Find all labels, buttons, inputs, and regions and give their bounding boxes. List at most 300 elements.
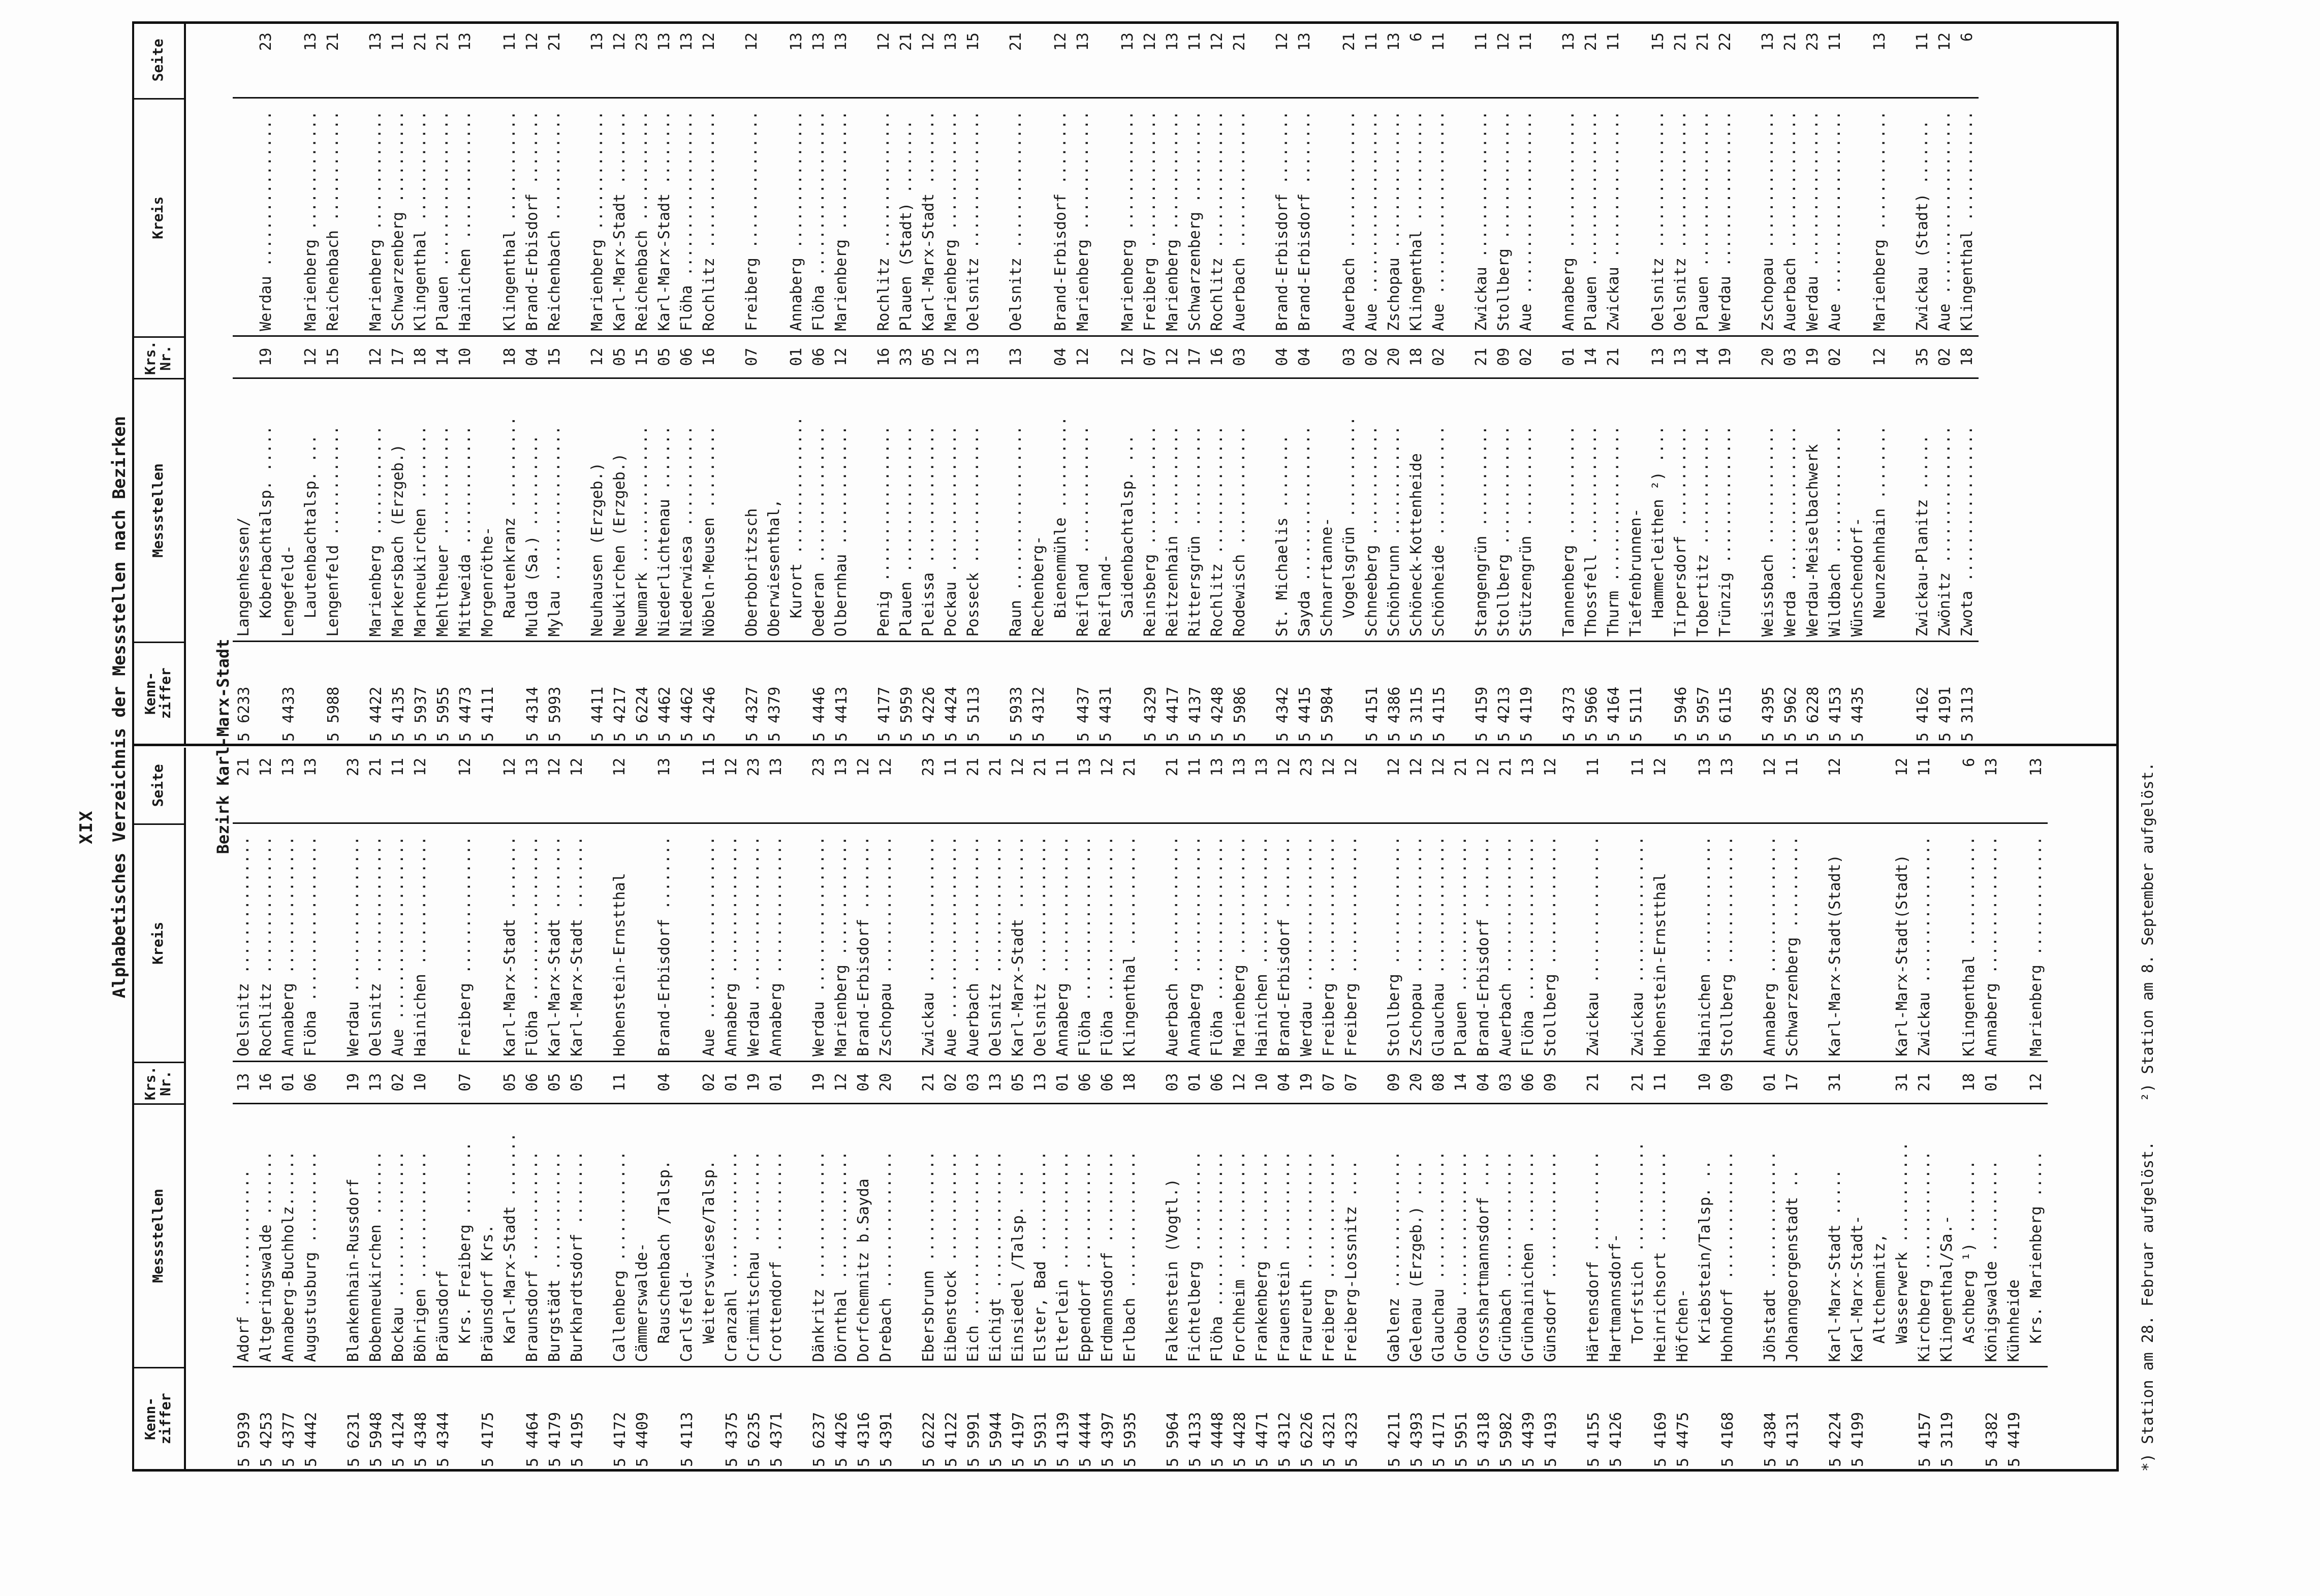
- table-row: [873, 22, 895, 744]
- cell-kennziffer: 5 4137: [1186, 686, 1204, 742]
- cell-krs-nr: 09: [1493, 337, 1515, 379]
- cell-seite: [1362, 748, 1384, 824]
- cell-kreis: Annaberg ...............: [720, 824, 743, 1062]
- cell-kreis: [1537, 99, 1559, 337]
- cell-messstelle: Bockau ................: [387, 1104, 410, 1368]
- table-row: [1538, 22, 1558, 744]
- cell-krs-nr: 19: [1802, 337, 1824, 379]
- cell-krs-nr: [233, 337, 255, 379]
- page-number: XIX: [76, 810, 97, 844]
- cell-kennziffer: 5 4191: [1936, 686, 1954, 742]
- cell-messstelle: Neumark ...............: [631, 379, 653, 643]
- table-row: [233, 22, 255, 744]
- cell-kreis: Flöha ..................: [300, 824, 322, 1062]
- cell-kennziffer: 5 4415: [1296, 686, 1314, 742]
- cell-seite: 13: [830, 22, 853, 99]
- cell-messstelle: [321, 1104, 343, 1368]
- cell-seite: 13: [300, 22, 322, 99]
- cell-krs-nr: 06: [808, 337, 830, 379]
- table-row: [255, 22, 277, 744]
- cell-krs-nr: 03: [1495, 1062, 1517, 1104]
- cell-seite: 11: [940, 748, 962, 824]
- cell-seite: 21: [1779, 22, 1802, 99]
- cell-seite: [1537, 22, 1559, 99]
- cell-messstelle: Annaberg-Buchholz......: [277, 1104, 300, 1368]
- cell-kreis: Zwickau ................: [1470, 99, 1493, 337]
- cell-krs-nr: 03: [1338, 337, 1361, 379]
- cell-seite: 12: [741, 22, 763, 99]
- cell-messstelle: Reitzenhain ...........: [1162, 379, 1184, 643]
- cell-seite: 11: [1824, 22, 1846, 99]
- cell-kreis: Rochlitz ...............: [255, 824, 277, 1062]
- cell-messstelle: Eppendorf .............: [1074, 1104, 1096, 1368]
- table-row: [1562, 748, 1582, 1469]
- cell-messstelle: Elterlein .............: [1052, 1104, 1074, 1368]
- cell-krs-nr: 21: [1470, 337, 1493, 379]
- table-row: [1162, 748, 1184, 1469]
- cell-krs-nr: 06: [521, 1062, 544, 1104]
- cell-seite: 13: [1162, 22, 1184, 99]
- cell-seite: 13: [830, 748, 853, 824]
- cell-seite: 15: [962, 22, 985, 99]
- cell-messstelle: Heinrichsort ..........: [1649, 1104, 1672, 1368]
- cell-kreis: Werdau .................: [1296, 824, 1318, 1062]
- table-row: [1094, 22, 1117, 744]
- cell-seite: 21: [1450, 748, 1472, 824]
- table-row: [1714, 22, 1737, 744]
- cell-kreis: Karl-Marx-Stadt ........: [653, 99, 676, 337]
- table-row: [897, 748, 918, 1469]
- table-row: [631, 748, 653, 1469]
- cell-messstelle: [896, 1104, 919, 1368]
- cell-kreis: Flöha ..................: [521, 824, 544, 1062]
- cell-messstelle: Burkhardtsdorf ........: [566, 1104, 588, 1368]
- cell-krs-nr: [631, 1062, 653, 1104]
- cell-kreis: Flöha ..................: [1206, 824, 1229, 1062]
- cell-messstelle: Aschberg ¹) ........: [1958, 1104, 1981, 1368]
- table-row: [322, 748, 342, 1469]
- cell-kennziffer: 5 4371: [767, 1412, 786, 1467]
- cell-kennziffer: 5 5986: [1231, 686, 1249, 742]
- cell-messstelle: Augustusburg ..........: [300, 1104, 322, 1368]
- cell-krs-nr: 02: [1428, 337, 1450, 379]
- cell-kreis: Auerbach ...............: [1162, 824, 1184, 1062]
- cell-seite: [1449, 22, 1471, 99]
- cell-messstelle: [1362, 1104, 1384, 1368]
- table-row: [1206, 748, 1229, 1469]
- table-row: [454, 22, 477, 744]
- cell-krs-nr: 15: [631, 337, 653, 379]
- cell-seite: 12: [499, 748, 521, 824]
- cell-kennziffer: 5 4428: [1231, 1412, 1249, 1467]
- cell-krs-nr: 19: [743, 1062, 765, 1104]
- cell-krs-nr: [1736, 337, 1758, 379]
- cell-kennziffer: 5 5988: [324, 686, 342, 742]
- cell-messstelle: Tirpersdorf ...........: [1670, 379, 1692, 643]
- cell-krs-nr: 17: [1184, 337, 1206, 379]
- cell-messstelle: [1250, 379, 1272, 643]
- cell-kreis: Karl-Marx-Stadt ........: [1007, 824, 1029, 1062]
- cell-messstelle: Karl-Marx-Stadt .......: [499, 1104, 521, 1368]
- cell-kreis: Schwarzenberg ..........: [387, 99, 410, 337]
- cell-seite: 13: [2025, 748, 2048, 824]
- cell-krs-nr: [1362, 1062, 1384, 1104]
- table-row: [1824, 748, 1846, 1469]
- cell-kennziffer: 5 4417: [1164, 686, 1182, 742]
- table-row: [1405, 22, 1428, 744]
- cell-seite: 13: [1694, 748, 1716, 824]
- table-left-half: [132, 748, 2048, 1469]
- cell-messstelle: Rittersgrün ...........: [1184, 379, 1206, 643]
- cell-messstelle: Koberbachtalsp. .....: [255, 379, 277, 643]
- cell-seite: 12: [1649, 748, 1672, 824]
- cell-messstelle: Markersbach (Erzgeb.): [387, 379, 410, 643]
- cell-kennziffer: 5 4327: [743, 686, 761, 742]
- cell-krs-nr: [1803, 1062, 1825, 1104]
- table-row: [985, 22, 1005, 744]
- table-row: [1450, 22, 1470, 744]
- cell-messstelle: Dörnthal ..............: [830, 1104, 853, 1368]
- cell-kreis: Flöha ..................: [1096, 824, 1119, 1062]
- cell-kreis: [477, 99, 499, 337]
- table-row: [1716, 748, 1739, 1469]
- cell-kennziffer: 5 4211: [1385, 1412, 1403, 1467]
- cell-seite: [277, 22, 300, 99]
- cell-krs-nr: 04: [653, 1062, 676, 1104]
- cell-messstelle: Rochlitz ..............: [1206, 379, 1229, 643]
- cell-krs-nr: 13: [365, 1062, 387, 1104]
- cell-krs-nr: 12: [586, 337, 609, 379]
- cell-seite: 11: [698, 748, 720, 824]
- cell-krs-nr: 12: [1869, 337, 1891, 379]
- footnote-1: *) Station am 28. Februar aufgelöst.: [2139, 1141, 2157, 1472]
- cell-seite: 13: [765, 748, 788, 824]
- cell-seite: 21: [1338, 22, 1361, 99]
- cell-krs-nr: 06: [676, 337, 698, 379]
- cell-krs-nr: 09: [1540, 1062, 1562, 1104]
- cell-messstelle: Kriebstein/Talsp. ..: [1694, 1104, 1716, 1368]
- cell-kreis: Marienberg .............: [2025, 824, 2048, 1062]
- cell-kreis: Karl-Marx-Stadt ........: [918, 99, 940, 337]
- cell-messstelle: [1736, 379, 1758, 643]
- cell-kennziffer: 5 4437: [1074, 686, 1092, 742]
- cell-messstelle: Reinsberg .............: [1139, 379, 1162, 643]
- table-row: [365, 22, 387, 744]
- table-row: [1694, 748, 1716, 1469]
- cell-kennziffer: 5 4473: [456, 686, 475, 742]
- cell-messstelle: [565, 379, 587, 643]
- cell-messstelle: Bräunsdorf: [432, 1104, 454, 1368]
- table-row: [765, 748, 788, 1469]
- cell-krs-nr: 16: [1206, 337, 1229, 379]
- cell-krs-nr: 10: [410, 1062, 432, 1104]
- cell-seite: [1140, 748, 1163, 824]
- cell-seite: 21: [1229, 22, 1251, 99]
- cell-kreis: [1869, 824, 1891, 1062]
- cell-krs-nr: 12: [1162, 337, 1184, 379]
- cell-seite: [852, 22, 874, 99]
- cell-messstelle: Penig .................: [873, 379, 895, 643]
- cell-kreis: Klingenthal ............: [1119, 824, 1141, 1062]
- cell-krs-nr: 16: [255, 1062, 277, 1104]
- header-messstellen: Messstellen: [132, 1103, 184, 1367]
- cell-krs-nr: 13: [1670, 337, 1692, 379]
- cell-kreis: Brand-Erbisdorf ........: [1472, 824, 1495, 1062]
- cell-krs-nr: [1316, 337, 1338, 379]
- cell-messstelle: [984, 379, 1006, 643]
- cell-seite: 11: [1781, 748, 1804, 824]
- cell-messstelle: Freiberg-Lossnitz ....: [1340, 1104, 1363, 1368]
- cell-messstelle: Reifland-: [1094, 379, 1117, 643]
- table-row: [1582, 748, 1605, 1469]
- cell-kreis: [2003, 824, 2025, 1062]
- cell-kreis: Freiberg ...............: [741, 99, 763, 337]
- cell-messstelle: Jöhstadt ..............: [1759, 1104, 1781, 1368]
- cell-seite: 11: [1052, 748, 1074, 824]
- cell-seite: 12: [1318, 748, 1340, 824]
- cell-messstelle: Wildbach ..............: [1824, 379, 1846, 643]
- cell-krs-nr: [477, 337, 499, 379]
- cell-seite: 13: [300, 748, 322, 824]
- cell-kennziffer: 5 4113: [678, 1412, 696, 1467]
- cell-krs-nr: [763, 337, 786, 379]
- cell-seite: 21: [895, 22, 918, 99]
- table-row: [588, 748, 609, 1469]
- cell-krs-nr: 02: [387, 1062, 410, 1104]
- cell-krs-nr: 14: [1692, 337, 1714, 379]
- cell-messstelle: Schönbrunn ............: [1383, 379, 1405, 643]
- cell-krs-nr: 10: [1251, 1062, 1273, 1104]
- cell-krs-nr: 01: [1052, 1062, 1074, 1104]
- cell-messstelle: Dorfchemnitz b.Sayda: [853, 1104, 875, 1368]
- cell-seite: [896, 748, 919, 824]
- cell-krs-nr: 15: [544, 337, 566, 379]
- cell-krs-nr: 16: [698, 337, 720, 379]
- cell-seite: 11: [1428, 22, 1450, 99]
- cell-messstelle: Morgenröthe-: [477, 379, 499, 643]
- table-row: [1625, 22, 1647, 744]
- cell-seite: [233, 22, 255, 99]
- table-row: [808, 748, 830, 1469]
- cell-krs-nr: 07: [454, 1062, 477, 1104]
- cell-kennziffer: 5 4111: [479, 686, 497, 742]
- cell-krs-nr: 03: [962, 1062, 985, 1104]
- table-row: [1363, 748, 1383, 1469]
- table-row: [940, 22, 962, 744]
- cell-krs-nr: 13: [1005, 337, 1027, 379]
- table-row: [1251, 748, 1273, 1469]
- cell-messstelle: Böhrigen ..............: [410, 1104, 432, 1368]
- cell-kreis: Marienberg .............: [1072, 99, 1094, 337]
- cell-kreis: Aue ....................: [1428, 99, 1450, 337]
- cell-krs-nr: 17: [387, 337, 410, 379]
- cell-kennziffer: 5 5931: [1031, 1412, 1050, 1467]
- table-row: [1914, 748, 1936, 1469]
- cell-kreis: [1738, 824, 1760, 1062]
- cell-kreis: Auerbach ...............: [1338, 99, 1361, 337]
- cell-krs-nr: 31: [1824, 1062, 1846, 1104]
- cell-kennziffer: 5 4213: [1495, 686, 1513, 742]
- cell-seite: 13: [1981, 748, 2003, 824]
- table-row: [1229, 22, 1251, 744]
- table-row: [1405, 748, 1428, 1469]
- table-row: [1007, 748, 1029, 1469]
- cell-messstelle: Blankenhain-Russdorf: [342, 1104, 365, 1368]
- table-row: [808, 22, 830, 744]
- cell-krs-nr: 18: [1405, 337, 1428, 379]
- cell-seite: [1936, 748, 1958, 824]
- cell-kreis: Auerbach ...............: [1229, 99, 1251, 337]
- cell-krs-nr: 12: [1117, 337, 1139, 379]
- cell-messstelle: Frauenstein ...........: [1273, 1104, 1296, 1368]
- table-row: [720, 22, 741, 744]
- cell-kreis: Karl-Marx-Stadt ........: [566, 824, 588, 1062]
- cell-seite: [565, 22, 587, 99]
- cell-seite: [1027, 22, 1050, 99]
- cell-kennziffer: 5 6233: [235, 686, 253, 742]
- table-row: [544, 748, 566, 1469]
- cell-kennziffer: 5 6231: [344, 1412, 363, 1467]
- cell-messstelle: Hammerleithen ²) ....: [1647, 379, 1670, 643]
- cell-seite: 23: [808, 748, 830, 824]
- cell-kreis: Werdau .................: [1714, 99, 1737, 337]
- cell-kreis: Annaberg ...............: [1759, 824, 1781, 1062]
- cell-messstelle: Oberbobritzsch: [741, 379, 763, 643]
- cell-seite: 12: [1273, 748, 1296, 824]
- table-row: [1117, 22, 1139, 744]
- cell-messstelle: Rautenkranz ..........: [499, 379, 521, 643]
- cell-kreis: Hohenstein-Ernstthal: [609, 824, 631, 1062]
- cell-messstelle: Pockau ................: [940, 379, 962, 643]
- cell-kreis: Hainichen ..............: [1694, 824, 1716, 1062]
- cell-seite: 13: [1517, 748, 1540, 824]
- table-row: [477, 748, 499, 1469]
- table-row: [1072, 22, 1094, 744]
- cell-seite: [1561, 748, 1583, 824]
- table-row: [1605, 748, 1627, 1469]
- table-row: [300, 22, 322, 744]
- cell-messstelle: Rechenberg-: [1027, 379, 1050, 643]
- cell-seite: [984, 22, 1006, 99]
- cell-messstelle: Zwönitz ...............: [1934, 379, 1956, 643]
- cell-seite: 6: [1956, 22, 1979, 99]
- table-row: [1318, 748, 1340, 1469]
- cell-kreis: Klingenthal ............: [410, 99, 432, 337]
- cell-seite: 6: [1958, 748, 1981, 824]
- cell-kennziffer: 5 4464: [523, 1412, 542, 1467]
- cell-kennziffer: 5 4422: [367, 686, 385, 742]
- cell-messstelle: Burgstädt .............: [544, 1104, 566, 1368]
- cell-krs-nr: 12: [940, 337, 962, 379]
- table-row: [2003, 748, 2025, 1469]
- cell-messstelle: Adorf ...............: [233, 1104, 255, 1368]
- cell-kennziffer: 5 4115: [1430, 686, 1448, 742]
- cell-kennziffer: 5 4124: [389, 1412, 407, 1467]
- cell-messstelle: Saidenbachtalsp. ...: [1117, 379, 1139, 643]
- cell-kreis: [1625, 99, 1647, 337]
- cell-messstelle: Neukirchen (Erzgeb.): [609, 379, 631, 643]
- cell-seite: [2003, 748, 2025, 824]
- cell-krs-nr: 01: [1981, 1062, 2003, 1104]
- cell-messstelle: Elster, Bad ...........: [1029, 1104, 1052, 1368]
- cell-krs-nr: 02: [1824, 337, 1846, 379]
- cell-krs-nr: 17: [1781, 1062, 1804, 1104]
- cell-messstelle: Klingenthal/Sa.-: [1936, 1104, 1958, 1368]
- cell-kreis: Werdau .................: [743, 824, 765, 1062]
- header-krs-nr: Krs. Nr.: [132, 336, 184, 378]
- cell-seite: 21: [1670, 22, 1692, 99]
- cell-messstelle: Altchemnitz,: [1869, 1104, 1891, 1368]
- cell-krs-nr: [1936, 1062, 1958, 1104]
- cell-krs-nr: 10: [454, 337, 477, 379]
- cell-krs-nr: 06: [1074, 1062, 1096, 1104]
- cell-messstelle: Sayda .................: [1294, 379, 1316, 643]
- cell-krs-nr: 06: [1096, 1062, 1119, 1104]
- cell-krs-nr: 05: [1007, 1062, 1029, 1104]
- cell-kreis: Hohenstein-Ernstthal: [1649, 824, 1672, 1062]
- cell-kreis: [1094, 99, 1117, 337]
- table-row: [698, 22, 720, 744]
- cell-kreis: Marienberg .............: [1162, 99, 1184, 337]
- table-row: [1470, 22, 1493, 744]
- cell-krs-nr: [2003, 1062, 2025, 1104]
- cell-messstelle: Thurm .................: [1603, 379, 1625, 643]
- cell-kreis: Brand-Erbisdorf ........: [653, 824, 676, 1062]
- cell-seite: 23: [918, 748, 940, 824]
- cell-messstelle: Neuhausen (Erzgeb.): [586, 379, 609, 643]
- cell-kreis: Oelsnitz ...............: [1005, 99, 1027, 337]
- cell-seite: 23: [1296, 748, 1318, 824]
- cell-seite: 11: [1582, 748, 1605, 824]
- cell-kreis: Marienberg .............: [830, 824, 853, 1062]
- cell-messstelle: Eibenstock ............: [940, 1104, 962, 1368]
- cell-seite: 12: [918, 22, 940, 99]
- cell-seite: 21: [322, 22, 344, 99]
- cell-kreis: [343, 99, 366, 337]
- cell-krs-nr: 05: [609, 337, 631, 379]
- cell-seite: [1672, 748, 1694, 824]
- table-row: [1493, 22, 1515, 744]
- table-row: [895, 22, 918, 744]
- cell-kreis: Brand-Erbisdorf ........: [1273, 824, 1296, 1062]
- cell-seite: 12: [544, 748, 566, 824]
- cell-messstelle: St. Michaelis ........: [1271, 379, 1294, 643]
- cell-seite: 11: [1470, 22, 1493, 99]
- cell-krs-nr: 14: [1580, 337, 1603, 379]
- table-row: [763, 22, 786, 744]
- cell-seite: [432, 748, 454, 824]
- cell-krs-nr: 21: [1582, 1062, 1605, 1104]
- cell-seite: 23: [743, 748, 765, 824]
- cell-krs-nr: 18: [1119, 1062, 1141, 1104]
- cell-krs-nr: 04: [1271, 337, 1294, 379]
- cell-kreis: Plauen .................: [1692, 99, 1714, 337]
- cell-krs-nr: 09: [1716, 1062, 1739, 1104]
- cell-kreis: Plauen .................: [1450, 824, 1472, 1062]
- cell-krs-nr: [277, 337, 300, 379]
- table-header: [132, 748, 186, 1469]
- cell-seite: 12: [1759, 748, 1781, 824]
- table-row: [1162, 22, 1184, 744]
- cell-kennziffer: 5 4391: [877, 1412, 895, 1467]
- cell-krs-nr: 20: [1757, 337, 1779, 379]
- cell-messstelle: Wünschendorf-: [1846, 379, 1869, 643]
- cell-kreis: Annaberg ...............: [786, 99, 808, 337]
- cell-krs-nr: 05: [918, 337, 940, 379]
- cell-messstelle: Niederlichtenau .......: [653, 379, 676, 643]
- cell-seite: 21: [1119, 748, 1141, 824]
- cell-seite: [1869, 748, 1891, 824]
